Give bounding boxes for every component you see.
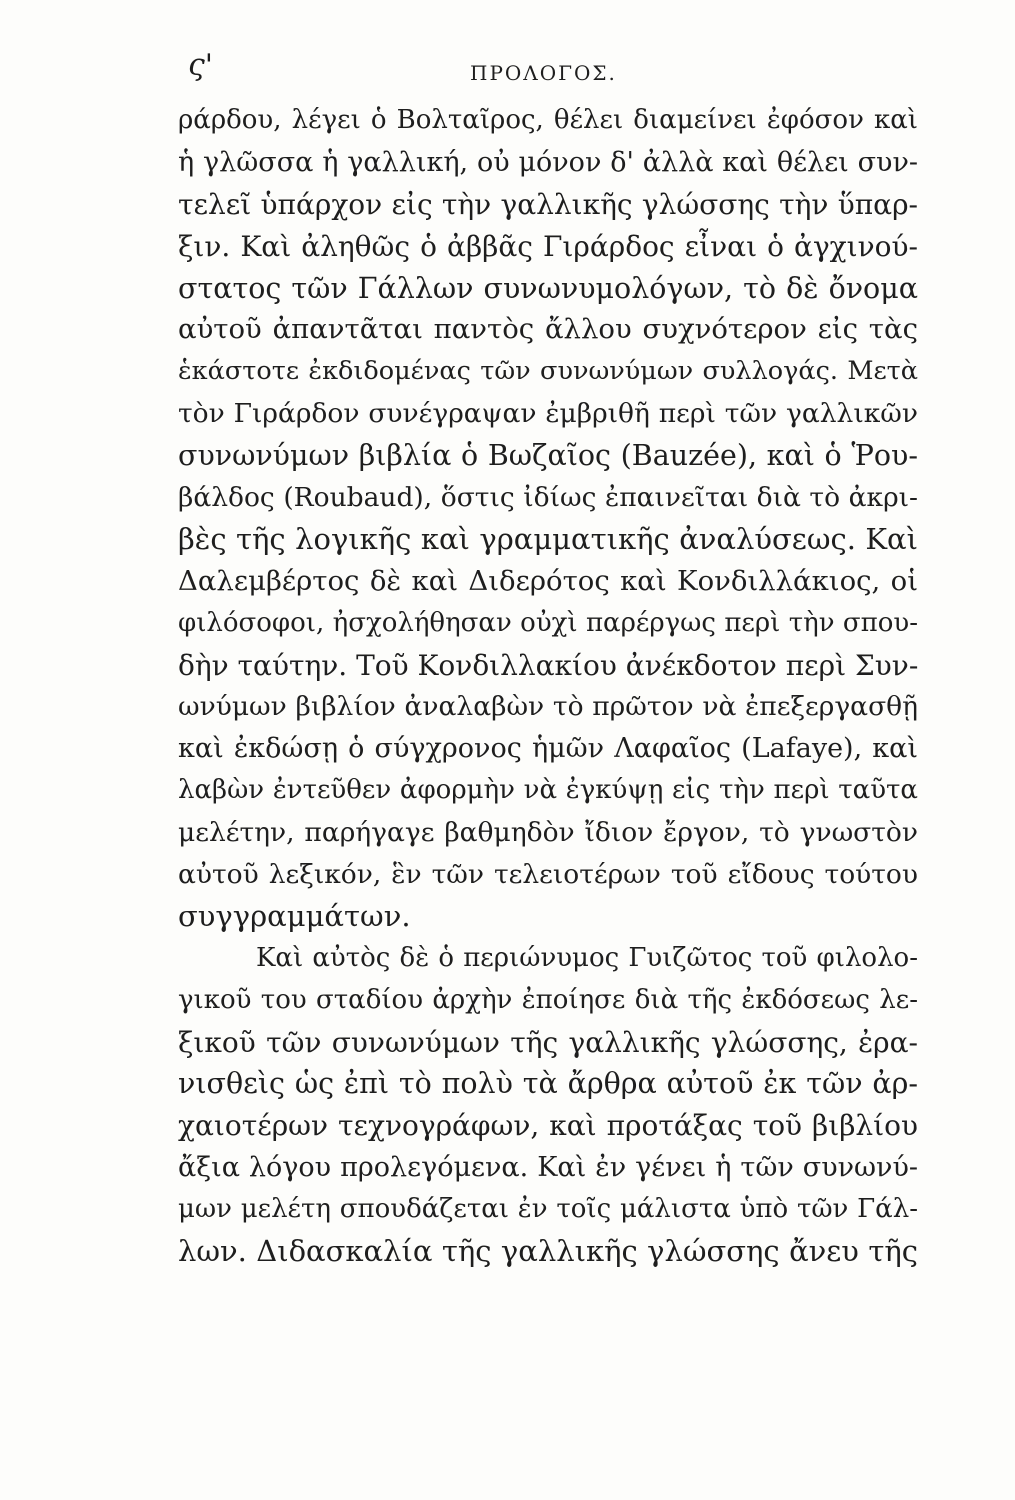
text-line: λαβὼν ἐντεῦθεν ἀφορμὴν νὰ ἐγκύψῃ εἰς τὴν περὶ ταῦτα — [178, 775, 918, 806]
text-line: γικοῦ του σταδίου ἀρχὴν ἐποίησε διὰ τῆς ἐκδόσεως λε- — [178, 984, 918, 1015]
text-line: λων. Διδασκαλία τῆς γαλλικῆς γλώσσης ἄνευ τῆς — [178, 1234, 918, 1269]
paragraph-start-line: Καὶ αὐτὸς δὲ ὁ περιώνυμος Γυιζῶτος τοῦ φιλολο- — [256, 942, 918, 973]
text-line: τελεῖ ὑπάρχον εἰς τὴν γαλλικῆς γλώσσης τὴν ὕπαρ- — [178, 187, 918, 221]
text-line: φιλόσοφοι, ἠσχολήθησαν οὐχὶ παρέργως περὶ τὴν σπου- — [178, 607, 918, 638]
text-line: Δαλεμβέρτος δὲ καὶ Διδερότος καὶ Κονδιλλάκιος, οἱ — [178, 564, 918, 597]
text-line: μελέτην, παρήγαγε βαθμηδὸν ἴδιον ἔργον, τὸ γνωστὸν — [178, 817, 918, 849]
text-line: νισθεὶς ὡς ἐπὶ τὸ πολὺ τὰ ἄρθρα αὐτοῦ ἐκ τῶν ἀρ- — [178, 1067, 918, 1101]
text-line: στατος τῶν Γάλλων συνωνυμολόγων, τὸ δὲ ὄνομα — [178, 271, 918, 305]
text-line: βάλδος (Roubaud), ὅστις ἰδίως ἐπαινεῖται διὰ τὸ ἀκρι- — [178, 482, 918, 514]
text-line: ράρδου, λέγει ὁ Βολταῖρος, θέλει διαμείνει ἐφόσον καὶ — [178, 105, 918, 135]
text-line: αὐτοῦ λεξικόν, ἓν τῶν τελειοτέρων τοῦ εἴδους τούτου — [178, 859, 918, 891]
text-line: ἄξια λόγου προλεγόμενα. Καὶ ἐν γένει ἡ τῶν συνωνύ- — [178, 1152, 918, 1184]
text-line: βὲς τῆς λογικῆς καὶ γραμματικῆς ἀναλύσεως. Καὶ — [178, 521, 918, 556]
body-text — [178, 100, 918, 1273]
text-line: μων μελέτη σπουδάζεται ἐν τοῖς μάλιστα ὑπὸ τῶν Γάλ- — [178, 1194, 918, 1225]
text-line: χαιοτέρων τεχνογράφων, καὶ προτάξας τοῦ βιβλίου — [178, 1109, 918, 1143]
paragraph-end-line: συγγραμμάτων. — [178, 898, 411, 933]
text-line: ἑκάστοτε ἐκδιδομένας τῶν συνωνύμων συλλογάς. Μετὰ — [178, 356, 918, 387]
text-line: ξιν. Καὶ ἀληθῶς ὁ ἀββᾶς Γιράρδος εἶναι ὁ ἀγχινού- — [178, 229, 918, 263]
text-line: συνωνύμων βιβλία ὁ Βωζαῖος (Bauzée), καὶ ὁ Ῥου- — [178, 439, 918, 473]
page-number: ς' — [188, 48, 214, 83]
text-line: τὸν Γιράρδον συνέγραψαν ἐμβριθῆ περὶ τῶν γαλλικῶν — [178, 398, 918, 430]
text-line: ξικοῦ τῶν συνωνύμων τῆς γαλλικῆς γλώσσης, ἐρα- — [178, 1025, 918, 1059]
text-line: ωνύμων βιβλίον ἀναλαβὼν τὸ πρῶτον νὰ ἐπεξεργασθῇ — [178, 691, 918, 723]
text-line: δὴν ταύτην. Τοῦ Κονδιλλακίου ἀνέκδοτον περὶ Συν- — [178, 648, 919, 682]
text-line: καὶ ἐκδώσῃ ὁ σύγχρονος ἡμῶν Λαφαῖος (Lafaye), καὶ — [178, 733, 918, 765]
text-line: αὐτοῦ ἀπαντᾶται παντὸς ἄλλου συχνότερον εἰς τὰς — [178, 313, 918, 346]
text-line: ἡ γλῶσσα ἡ γαλλική, οὐ μόνον δ' ἀλλὰ καὶ θέλει συν- — [178, 146, 918, 178]
running-head: ΠΡΟΛΟΓΟΣ. — [470, 61, 617, 85]
